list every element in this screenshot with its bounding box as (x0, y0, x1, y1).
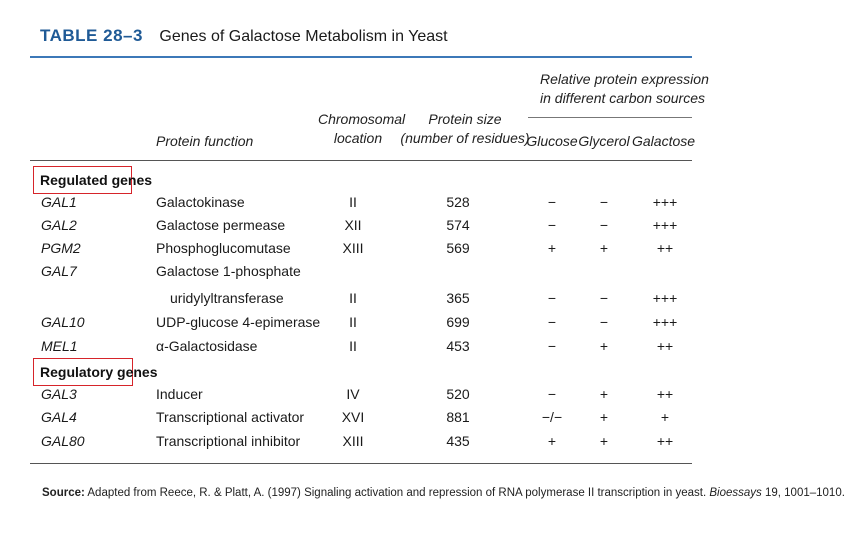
glycerol-expression: + (599, 338, 609, 354)
glucose-expression: − (547, 386, 557, 402)
gene-name: GAL80 (41, 433, 85, 449)
galactose-expression: +++ (652, 314, 678, 330)
galactose-expression: ++ (656, 240, 674, 256)
protein-size: 881 (446, 409, 470, 425)
glucose-expression: − (547, 217, 557, 233)
protein-size: 365 (446, 290, 470, 306)
glucose-expression: −/− (541, 409, 563, 425)
glucose-expression: + (547, 433, 557, 449)
chromosome: XII (344, 217, 362, 233)
chromosome: II (349, 338, 357, 354)
galactose-expression: ++ (656, 386, 674, 402)
chromosome: II (349, 314, 357, 330)
glucose-expression: − (547, 290, 557, 306)
protein-function: Inducer (156, 386, 203, 402)
galactose-expression: ++ (656, 433, 674, 449)
source-note (42, 487, 845, 499)
gene-name: GAL1 (41, 194, 77, 210)
chromosome: II (349, 194, 357, 210)
header-size-line2: (number of residues) (400, 130, 530, 146)
table-row (0, 192, 720, 215)
galactose-expression: + (660, 409, 670, 425)
table-title: Genes of Galactose Metabolism in Yeast (159, 28, 448, 45)
protein-function: Galactokinase (156, 194, 245, 210)
glycerol-expression: − (599, 194, 609, 210)
section-regulated-label: Regulated genes (40, 172, 153, 188)
table-number: TABLE 28–3 (40, 26, 143, 45)
protein-size: 528 (446, 194, 470, 210)
glycerol-expression: + (599, 433, 609, 449)
protein-function: UDP-glucose 4-epimerase (156, 314, 321, 330)
source-label: Source: (42, 487, 85, 499)
protein-size: 574 (446, 217, 470, 233)
table-row (0, 288, 720, 311)
chromosome: IV (346, 386, 360, 402)
table-row (0, 238, 720, 261)
gene-name: GAL2 (41, 217, 77, 233)
gene-name: GAL4 (41, 409, 77, 425)
protein-function: Transcriptional inhibitor (156, 433, 301, 449)
table-title-row (40, 26, 448, 46)
group-header-line2: in different carbon sources (540, 90, 705, 106)
protein-size: 435 (446, 433, 470, 449)
header-glycerol: Glycerol (578, 133, 630, 149)
glycerol-expression: − (599, 290, 609, 306)
table-row (0, 384, 720, 407)
chromosome: XVI (341, 409, 365, 425)
group-header (540, 70, 709, 108)
chromosome: XIII (342, 240, 364, 256)
table-row (0, 431, 720, 454)
glucose-expression: − (547, 314, 557, 330)
table-bottom-rule (30, 463, 692, 464)
gene-name: GAL10 (41, 314, 85, 330)
galactose-expression: ++ (656, 338, 674, 354)
gene-name: PGM2 (41, 240, 81, 256)
section-regulatory-label: Regulatory genes (40, 364, 158, 380)
source-text: Adapted from Reece, R. & Platt, A. (1997) Signaling activation and repression of RNA polymerase II transcription in yeast. (87, 487, 707, 499)
header-protein-size (400, 110, 530, 148)
protein-size: 699 (446, 314, 470, 330)
group-header-line1: Relative protein expression (540, 71, 709, 87)
glycerol-expression: + (599, 240, 609, 256)
protein-function: α-Galactosidase (156, 338, 258, 354)
section-regulatory (33, 358, 158, 386)
protein-size: 569 (446, 240, 470, 256)
protein-size: 520 (446, 386, 470, 402)
table-row (0, 336, 720, 359)
table-row (0, 407, 720, 430)
source-citation: 19, 1001–1010. (764, 487, 845, 499)
glycerol-expression: + (599, 409, 609, 425)
galactose-expression: +++ (652, 194, 678, 210)
gene-name: GAL3 (41, 386, 77, 402)
glucose-expression: + (547, 240, 557, 256)
table-row (0, 312, 720, 335)
table-row (0, 261, 720, 284)
chromosome: II (349, 290, 357, 306)
glycerol-expression: + (599, 386, 609, 402)
group-rule (528, 117, 692, 118)
glycerol-expression: − (599, 314, 609, 330)
protein-function: Phosphoglucomutase (156, 240, 291, 256)
title-rule (30, 56, 692, 58)
protein-function: uridylyltransferase (170, 290, 284, 306)
header-galactose: Galactose (632, 133, 696, 149)
header-size-line1: Protein size (428, 111, 502, 127)
header-chromosomal (318, 110, 406, 148)
header-protein-function: Protein function (156, 133, 254, 149)
protein-size: 453 (446, 338, 470, 354)
header-glucose: Glucose (526, 133, 578, 149)
section-regulated (33, 166, 153, 194)
glucose-expression: − (547, 194, 557, 210)
header-chromosomal-line2: location (333, 130, 383, 146)
galactose-expression: +++ (652, 217, 678, 233)
glucose-expression: − (547, 338, 557, 354)
source-journal: Bioessays (709, 487, 762, 499)
glycerol-expression: − (599, 217, 609, 233)
chromosome: XIII (342, 433, 364, 449)
header-chromosomal-line1: Chromosomal (318, 111, 406, 127)
protein-function: Galactose permease (156, 217, 286, 233)
protein-function: Transcriptional activator (156, 409, 305, 425)
header-rule (30, 160, 692, 161)
gene-name: GAL7 (41, 263, 77, 279)
gene-name: MEL1 (41, 338, 78, 354)
galactose-expression: +++ (652, 290, 678, 306)
protein-function: Galactose 1-phosphate (156, 263, 301, 279)
table-row (0, 215, 720, 238)
